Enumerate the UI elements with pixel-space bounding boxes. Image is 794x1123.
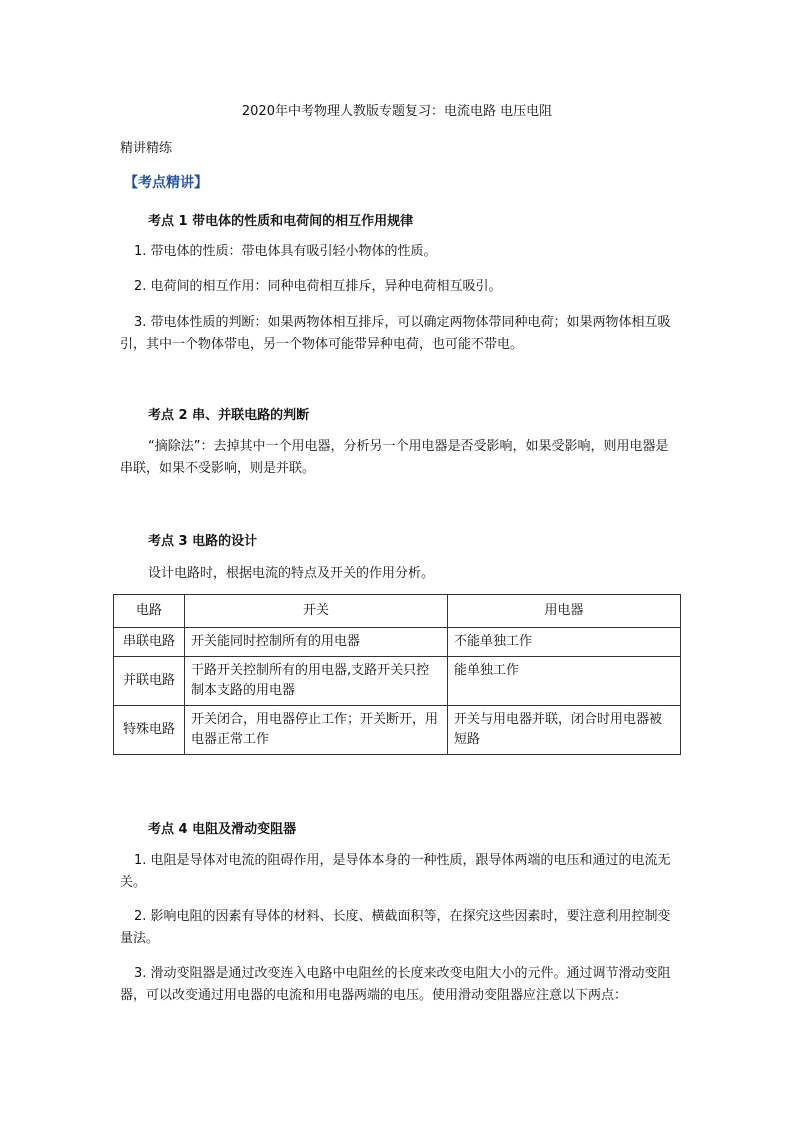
table-row xyxy=(114,657,681,706)
kp3-intro: 设计电路时，根据电流的特点及开关的作用分析。 xyxy=(148,566,435,581)
section-label: 精讲精练 xyxy=(120,141,173,156)
kp1-item-3: 3. 带电体性质的判断：如果两物体相互排斥，可以确定两物体带同种电荷；如果两物体相互吸引，其中一个物体带电，另一个物体可能带异种电荷，也可能不带电。 xyxy=(120,315,671,352)
section-heading: 【考点精讲】 xyxy=(124,175,208,191)
kp3-title: 考点 3 电路的设计 xyxy=(148,534,258,549)
table-row xyxy=(114,628,681,657)
kp1-item-1: 1. 带电体的性质：带电体具有吸引轻小物体的性质。 xyxy=(134,244,437,259)
table-cell: 能单独工作 xyxy=(448,657,681,706)
kp1-item-2: 2. 电荷间的相互作用：同种电荷相互排斥，异种电荷相互吸引。 xyxy=(134,279,502,294)
table-cell: 串联电路 xyxy=(114,628,185,657)
circuit-design-table xyxy=(113,594,681,755)
table-cell: 开关能同时控制所有的用电器 xyxy=(185,628,448,657)
kp2-text: “摘除法”：去掉其中一个用电器，分析另一个用电器是否受影响，如果受影响，则用电器是串联，如果不受影响，则是并联。 xyxy=(120,439,669,476)
table-header-circuit: 电路 xyxy=(114,595,185,628)
table-header-switch: 开关 xyxy=(185,595,448,628)
kp4-item-1: 1. 电阻是导体对电流的阻碍作用，是导体本身的一种性质，跟导体两端的电压和通过的电流无关。 xyxy=(120,853,671,890)
kp4-item-3: 3. 滑动变阻器是通过改变连入电路中电阻丝的长度来改变电阻大小的元件。通过调节滑动变阻器，可以改变通过用电器的电流和用电器两端的电压。使用滑动变阻器应注意以下两点： xyxy=(120,966,671,1003)
table-row xyxy=(114,706,681,755)
table-cell: 开关闭合，用电器停止工作；开关断开，用电器正常工作 xyxy=(185,706,448,755)
table-cell: 开关与用电器并联，闭合时用电器被短路 xyxy=(448,706,681,755)
table-cell: 干路开关控制所有的用电器,支路开关只控制本支路的用电器 xyxy=(185,657,448,706)
table-cell: 特殊电路 xyxy=(114,706,185,755)
table-header-row xyxy=(114,595,681,628)
kp4-item-2: 2. 影响电阻的因素有导体的材料、长度、横截面积等，在探究这些因素时，要注意利用控制变量法。 xyxy=(120,909,671,946)
document-title: 2020年中考物理人教版专题复习：电流电路 电压电阻 xyxy=(241,104,553,119)
kp2-title: 考点 2 串、并联电路的判断 xyxy=(148,408,310,423)
kp1-title: 考点 1 带电体的性质和电荷间的相互作用规律 xyxy=(148,214,414,229)
table-header-appliance: 用电器 xyxy=(448,595,681,628)
table-cell: 并联电路 xyxy=(114,657,185,706)
kp4-title: 考点 4 电阻及滑动变阻器 xyxy=(148,822,297,837)
table-cell: 不能单独工作 xyxy=(448,628,681,657)
